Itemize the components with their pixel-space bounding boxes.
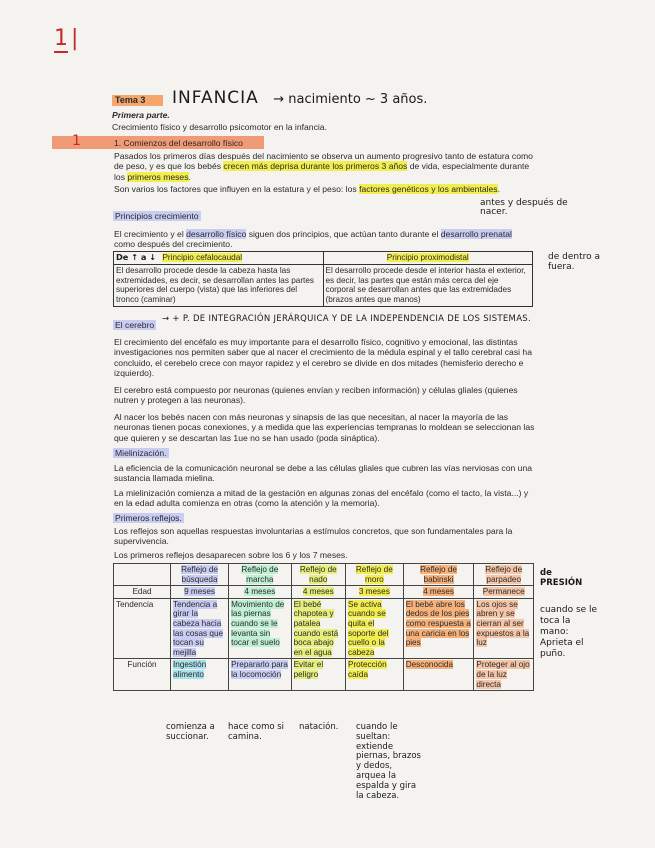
cerebro-para3: Al nacer los bebés nacen con más neuronas y sinapsis de las que necesitan, al nacer la mayoría de las neuronas tienen pocas conexiones, y a medida que las experiencias tempranas lo moldean se seleccionan las que quieren y se descartan las 1ue no se han usado (poda sináptica). <box>114 412 535 443</box>
mielinizacion-para1: La eficiencia de la comunicación neuronal se debe a las células gliales que cubren las vías nerviosas con una sustancia llamada mielina. <box>114 463 533 484</box>
table-cell: Prepararlo para la locomoción <box>229 659 292 691</box>
table-cell: El bebé chapotea y patalea cuando está boca abajo en el agua <box>291 598 345 659</box>
cerebro-para1: El crecimiento del encéfalo es muy importante para el desarrollo físico, cognitivo y emocional, las distintas investigaciones nos permiten saber que al nacer el crecimiento de la médula espinal y el tallo cerebral casi ha concluido, el cerebelo crece con mayor rapidez y el cerebro se divide en dos mitades (hemisferio derecho e izquierdo). <box>114 337 532 379</box>
row-label: Tendencia <box>114 598 171 659</box>
mielinizacion-para2: La mielinización comienza a mitad de la gestación en algunas zonas del encéfalo (como el tacto, la vista...) y en la edad adulta comienza en otras (como la atención y la memoria). <box>114 488 529 509</box>
section1-para1: Pasados los primeros días después del nacimiento se observa un aumento progresivo tanto de estatura como de peso, y es que los bebés crecen más deprisa durante los primeros 3 años de vida, especialmente durante los primeros meses. <box>114 151 533 182</box>
table-cell: Ingestión alimento <box>171 659 229 691</box>
reflejos-para1: Los reflejos son aquellas respuestas involuntarias a estímulos concretos, que son fundamentales para la supervivencia. <box>114 526 513 547</box>
row-label: Edad <box>114 586 171 599</box>
moro-note: cuando le sueltan: extiende piernas, brazos y dedos, arquea la espalda y gira la cabeza. <box>356 722 421 801</box>
presion-note: de PRESIÓN <box>540 568 583 588</box>
cerebro-label: El cerebro <box>115 320 155 330</box>
principios-text: El crecimiento y el desarrollo físico siguen dos principios, que actúan tanto durante el desarrollo prenatal como después del crecimiento. <box>114 229 512 250</box>
table-header-cell: Reflejo de babinski <box>403 564 474 586</box>
principio2-heading: Principio proximodistal <box>386 253 469 262</box>
cerebro-para2: El cerebro está compuesto por neuronas (quienes envían y reciben información) y células gliales (quienes nutren y protegen a las neuronas). <box>114 385 518 406</box>
table-cell: 4 meses <box>229 586 292 599</box>
table-cell: 3 meses <box>345 586 403 599</box>
table-cell: Desconocida <box>403 659 474 691</box>
reflejos-label: Primeros reflejos. <box>115 513 182 523</box>
intro-line: Crecimiento físico y desarrollo psicomotor en la infancia. <box>112 122 327 132</box>
principios-table <box>113 251 533 307</box>
table-cell: 4 meses <box>291 586 345 599</box>
table-cell: Se activa cuando se quita el soporte del cuello o la cabeza <box>345 598 403 659</box>
table-cell: Los ojos se abren y se cierran al ser expuestos a la luz <box>474 598 534 659</box>
table-cell: Tendencia a girar la cabeza hacia las cosas que tocan su mejilla <box>171 598 229 659</box>
presion-desc-note: cuando se le toca la mano: Aprieta el puño. <box>540 605 598 659</box>
table-cell: Proteger al ojo de la luz directa <box>474 659 534 691</box>
busqueda-note: comienza a succionar. <box>166 722 215 742</box>
principio2-text: El desarrollo procede desde el interior hasta el exterior, es decir, las partes que están más cerca del eje corporal se desarrollan antes que las extremidades (brazos antes que manos) <box>323 264 533 306</box>
table-header-cell: Reflejo de nado <box>291 564 345 586</box>
reflejos-para2: Los primeros reflejos desaparecen sobre los 6 y los 7 meses. <box>114 550 348 560</box>
mielinizacion-label: Mielinización. <box>115 448 167 458</box>
reflejos-table <box>113 563 534 691</box>
table-row <box>114 598 534 659</box>
section-heading: 1. Comienzos del desarrollo físico <box>114 138 243 148</box>
principios-note: antes y después de nacer. <box>480 198 568 217</box>
table-cell: Permanece <box>474 586 534 599</box>
cerebro-hand-note: → + P. DE INTEGRACIÓN JERÁRQUICA Y DE LA INDEPENDENCIA DE LOS SISTEMAS. <box>162 314 532 324</box>
page-number: 1 | <box>54 26 79 51</box>
nado-note: natación. <box>299 722 339 732</box>
row-label: Función <box>114 659 171 691</box>
table-header-cell: Reflejo de moro <box>345 564 403 586</box>
table-row <box>114 586 534 599</box>
table-header-cell: Reflejo de parpadeo <box>474 564 534 586</box>
table-cell: Movimiento de las piernas cuando se le levanta sin tocar el suelo <box>229 598 292 659</box>
section1-para2: Son varios los factores que influyen en la estatura y el peso: los factores genéticos y los ambientales. <box>114 184 500 194</box>
table-header-cell: Reflejo de búsqueda <box>171 564 229 586</box>
table-row <box>114 659 534 691</box>
principio1-hand-note: De ↑ a ↓ <box>116 252 157 262</box>
table-header-row <box>114 564 534 586</box>
principio1-heading: Principio cefalocaudal <box>162 253 243 262</box>
principios-side-note: de dentro a fuera. <box>548 252 600 272</box>
section-margin-mark: 1 <box>72 133 81 149</box>
principio1-text: El desarrollo procede desde la cabeza hasta las extremidades, es decir, se desarrollan antes las partes superiores del cuerpo (vista) que las inferiores del tronco (caminar) <box>114 264 324 306</box>
marcha-note: hace como si camina. <box>228 722 285 742</box>
subtitle: Primera parte. <box>112 110 170 120</box>
table-cell: 4 meses <box>403 586 474 599</box>
table-header-cell: Reflejo de marcha <box>229 564 292 586</box>
table-cell: Protección caída <box>345 659 403 691</box>
page-title: INFANCIA → nacimiento ~ 3 años. <box>172 88 428 108</box>
principios-label: Principios crecimiento <box>115 211 199 221</box>
table-cell: 9 meses <box>171 586 229 599</box>
tema-badge: Tema 3 <box>112 95 163 106</box>
table-cell: Evitar el peligro <box>291 659 345 691</box>
table-cell: El bebé abre los dedos de los pies como respuesta a una caricia en los pies <box>403 598 474 659</box>
